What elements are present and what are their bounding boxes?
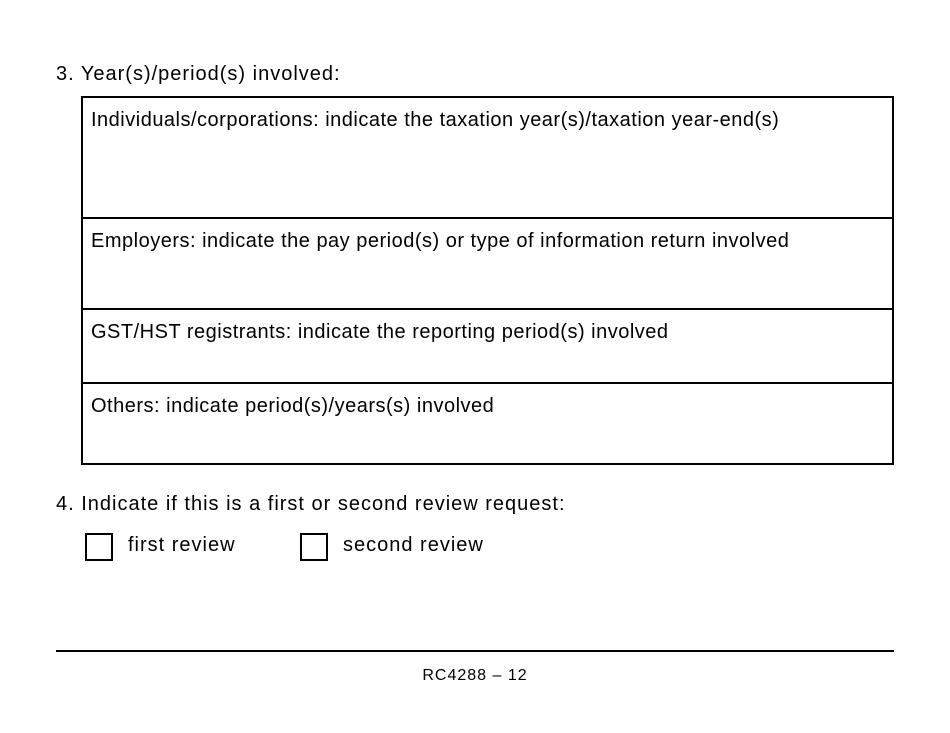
period-row-employers[interactable]: Employers: indicate the pay period(s) or type of information return involved bbox=[83, 217, 892, 308]
period-row-gst-hst[interactable]: GST/HST registrants: indicate the reporting period(s) involved bbox=[83, 308, 892, 382]
second-review-checkbox[interactable] bbox=[300, 533, 328, 561]
period-row-others[interactable]: Others: indicate period(s)/years(s) involved bbox=[83, 382, 892, 463]
period-row-individuals[interactable]: Individuals/corporations: indicate the taxation year(s)/taxation year-end(s) bbox=[91, 109, 780, 131]
first-review-checkbox[interactable] bbox=[85, 533, 113, 561]
first-review-option bbox=[85, 533, 236, 561]
form-code: RC4288 – 12 bbox=[422, 667, 528, 684]
second-review-option bbox=[300, 533, 484, 561]
question-4-heading: 4. Indicate if this is a first or second review request: bbox=[56, 493, 566, 515]
first-review-label: first review bbox=[128, 534, 236, 556]
question-3-heading: 3. Year(s)/period(s) involved: bbox=[56, 63, 341, 85]
footer-divider bbox=[56, 650, 894, 652]
second-review-label: second review bbox=[343, 534, 484, 556]
periods-table bbox=[81, 96, 894, 465]
